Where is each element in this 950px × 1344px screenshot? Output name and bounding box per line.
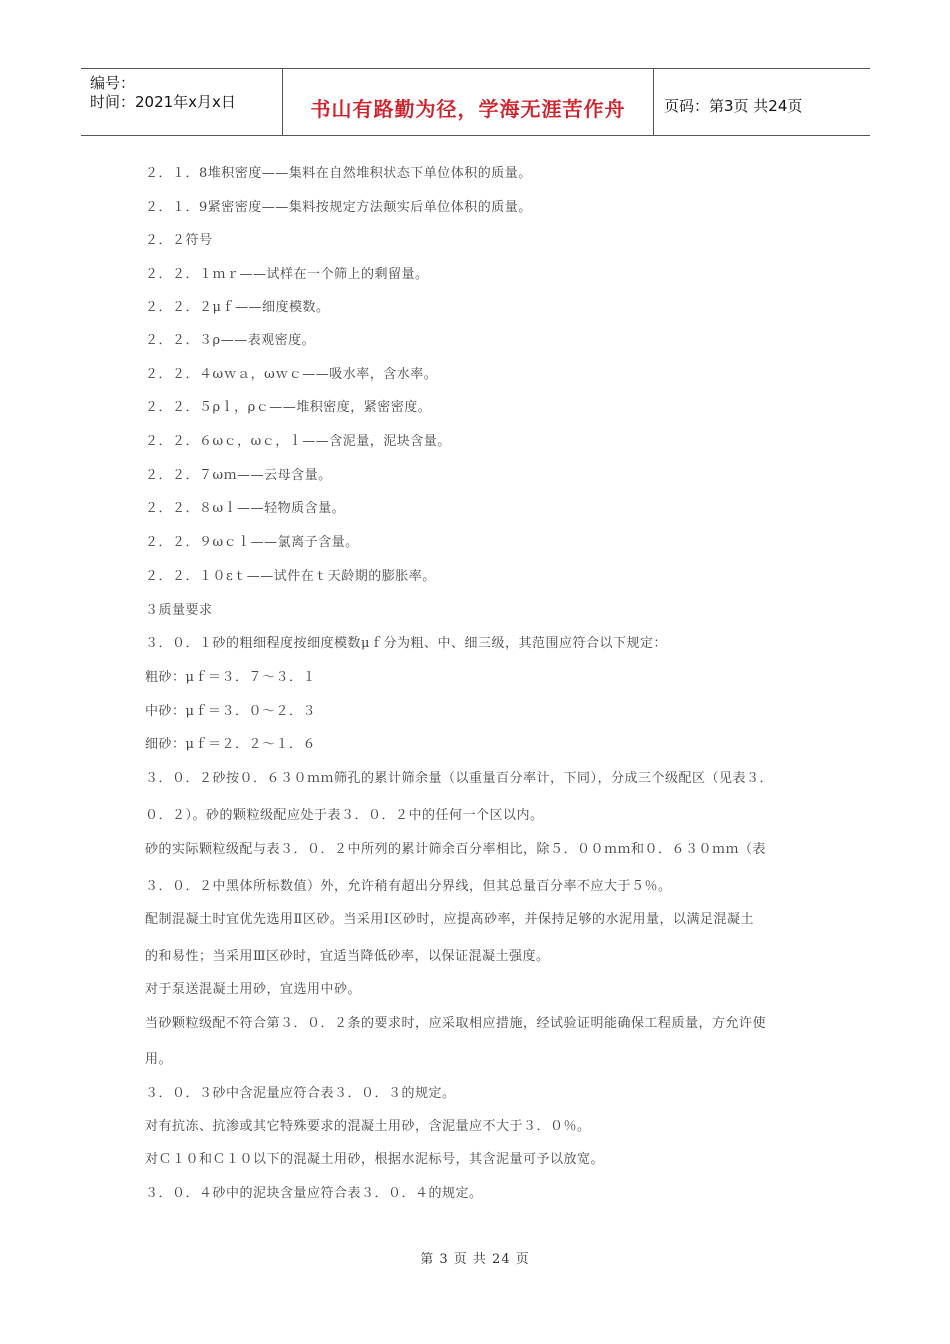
text-line: ３．０．１砂的粗细程度按细度模数μｆ分为粗、中、细三级，其范围应符合以下规定：	[145, 636, 667, 651]
text-line: ２．２．４ωｗａ，ωｗｃ——吸水率，含水率。	[145, 367, 438, 382]
page-header	[81, 68, 870, 136]
section-heading: ３质量要求	[145, 603, 213, 618]
text-line: 配制混凝土时宜优先选用Ⅱ区砂。当采用Ⅰ区砂时，应提高砂率，并保持足够的水泥用量，以满足混凝土	[145, 912, 754, 927]
header-motto: 书山有路勤为径，学海无涯苦作舟	[310, 97, 626, 121]
header-motto-cell	[282, 69, 654, 135]
text-line: 对Ｃ１０和Ｃ１０以下的混凝土用砂，根据水泥标号，其含泥量可予以放宽。	[145, 1152, 605, 1167]
text-line: 对于泵送混凝土用砂，宜选用中砂。	[145, 982, 362, 997]
text-line: 的和易性；当采用Ⅲ区砂时，宜适当降低砂率，以保证混凝土强度。	[145, 949, 550, 964]
document-time: 时间：2021年x月x日	[90, 93, 236, 111]
text-line: ３．０．４砂中的泥块含量应符合表３．０．４的规定。	[145, 1186, 483, 1201]
text-line: ２．２．１ｍｒ——试样在一个筛上的剩留量。	[145, 267, 429, 282]
text-line: ２．２．１０εｔ——试件在ｔ天龄期的膨胀率。	[145, 569, 436, 584]
text-line: ２．２．８ωｌ——轻物质含量。	[145, 501, 346, 516]
text-line: ３．０．２砂按０．６３０ｍｍ筛孔的累计筛余量（以重量百分率计，下同），分成三个级配区（见表３．	[145, 771, 774, 786]
text-line: ２．２．５ρｌ，ρｃ——堆积密度，紧密密度。	[145, 400, 432, 415]
document-number: 编号：	[90, 74, 136, 92]
text-line: 中砂：μｆ＝３．０～２．３	[145, 704, 316, 719]
text-line: ２．２．３ρ——表观密度。	[145, 333, 316, 348]
text-line: ２．２符号	[145, 233, 213, 248]
header-info-cell	[81, 69, 282, 135]
text-line: ２．２．９ωｃｌ——氯离子含量。	[145, 535, 359, 550]
text-line: 砂的实际颗粒级配与表３．０．２中所列的累计筛余百分率相比，除５．００ｍｍ和０．６３０ｍｍ（表	[145, 842, 767, 857]
text-line: ２．２．７ωｍ——云母含量。	[145, 468, 332, 483]
text-line: ３．０．３砂中含泥量应符合表３．０．３的规定。	[145, 1086, 456, 1101]
text-line: 用。	[145, 1052, 173, 1067]
text-line: 对有抗冻、抗渗或其它特殊要求的混凝土用砂，含泥量应不大于３．０％。	[145, 1119, 591, 1134]
page-footer: 第 3 页 共 24 页	[420, 1252, 530, 1267]
header-page-number: 页码：第3页 共24页	[664, 97, 803, 115]
text-line: 细砂：μｆ＝２．２～１．６	[145, 737, 316, 752]
text-line: ２．２．２μｆ——细度模数。	[145, 300, 330, 315]
text-line: ２．１．8堆积密度——集料在自然堆积状态下单位体积的质量。	[145, 166, 532, 181]
text-line: 当砂颗粒级配不符合第３．０．２条的要求时，应采取相应措施，经试验证明能确保工程质量，方允许使	[145, 1016, 767, 1031]
text-line: ２．２．６ωｃ，ωｃ，ｌ——含泥量，泥块含量。	[145, 434, 451, 449]
text-line: ０．２）。砂的颗粒级配应处于表３．０．２中的任何一个区以内。	[145, 808, 544, 823]
text-line: 粗砂：μｆ＝３．７～３．１	[145, 670, 316, 685]
text-line: ３．０．２中黑体所标数值）外，允许稍有超出分界线，但其总量百分率不应大于５％。	[145, 879, 672, 894]
text-line: ２．１．9紧密密度——集料按规定方法颠实后单位体积的质量。	[145, 200, 532, 215]
header-page-cell	[654, 69, 870, 135]
